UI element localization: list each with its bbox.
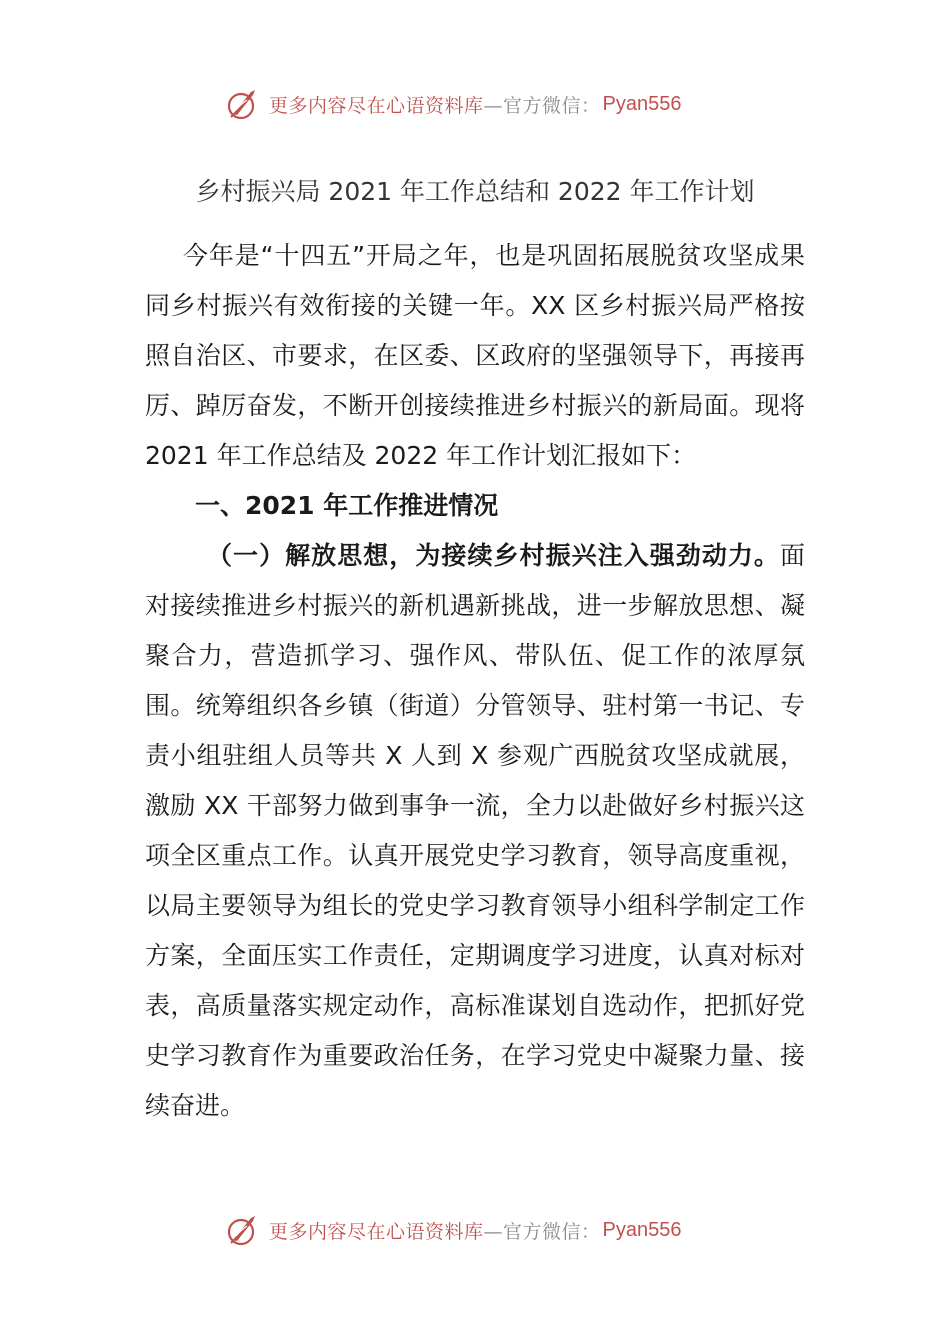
footer-banner <box>225 1210 682 1250</box>
section-heading: 一、2021 年工作推进情况 <box>195 491 499 520</box>
subsection-body: 面对接续推进乡村振兴的新机遇新挑战，进一步解放思想、凝聚合力，营造抓学习、强作风、带队伍、促工作的浓厚氛围。统筹组织各乡镇（街道）分管领导、驻村第一书记、专责小组驻组人员等共 X 人到 X 参观广西脱贫攻坚成就展，激励 XX 干部努力做到事争一流，全力以赴做好乡村振兴这项全区重点工作。认真开展党史学习教育，领导高度重视，以局主要领导为组长的党史学习教育领导小组科学制定工作方案，全面压实工作责任，定期调度学习进度，认真对标对表，高质量落实规定动作，高标准谋划自选动作，把抓好党史学习教育作为重要政治任务，在学习党史中凝聚力量、接续奋进。 <box>145 541 805 1120</box>
banner-slogan: 更多内容尽在心语资料库 <box>269 94 484 117</box>
subsection-heading: （一）解放思想，为接续乡村振兴注入强劲动力。 <box>207 541 780 570</box>
quill-pen-logo-icon <box>225 1212 261 1248</box>
banner-contact-label: —官方微信： <box>483 1220 601 1243</box>
subsection-paragraph <box>145 531 805 1131</box>
banner-wechat-id: Pyan556 <box>602 1218 682 1241</box>
banner-slogan: 更多内容尽在心语资料库 <box>269 1220 484 1243</box>
header-banner <box>225 84 682 124</box>
quill-pen-logo-icon <box>225 86 261 122</box>
document-body <box>145 231 805 1131</box>
intro-paragraph: 今年是“十四五”开局之年，也是巩固拓展脱贫攻坚成果同乡村振兴有效衔接的关键一年。XX 区乡村振兴局严格按照自治区、市要求，在区委、区政府的坚强领导下，再接再厉、踔厉奋发，不断开创接续推进乡村振兴的新局面。现将 2021 年工作总结及 2022 年工作计划汇报如下： <box>145 241 805 470</box>
document-title: 乡村振兴局 2021 年工作总结和 2022 年工作计划 <box>195 177 755 206</box>
banner-contact-label: —官方微信： <box>483 94 601 117</box>
banner-wechat-id: Pyan556 <box>602 92 682 115</box>
